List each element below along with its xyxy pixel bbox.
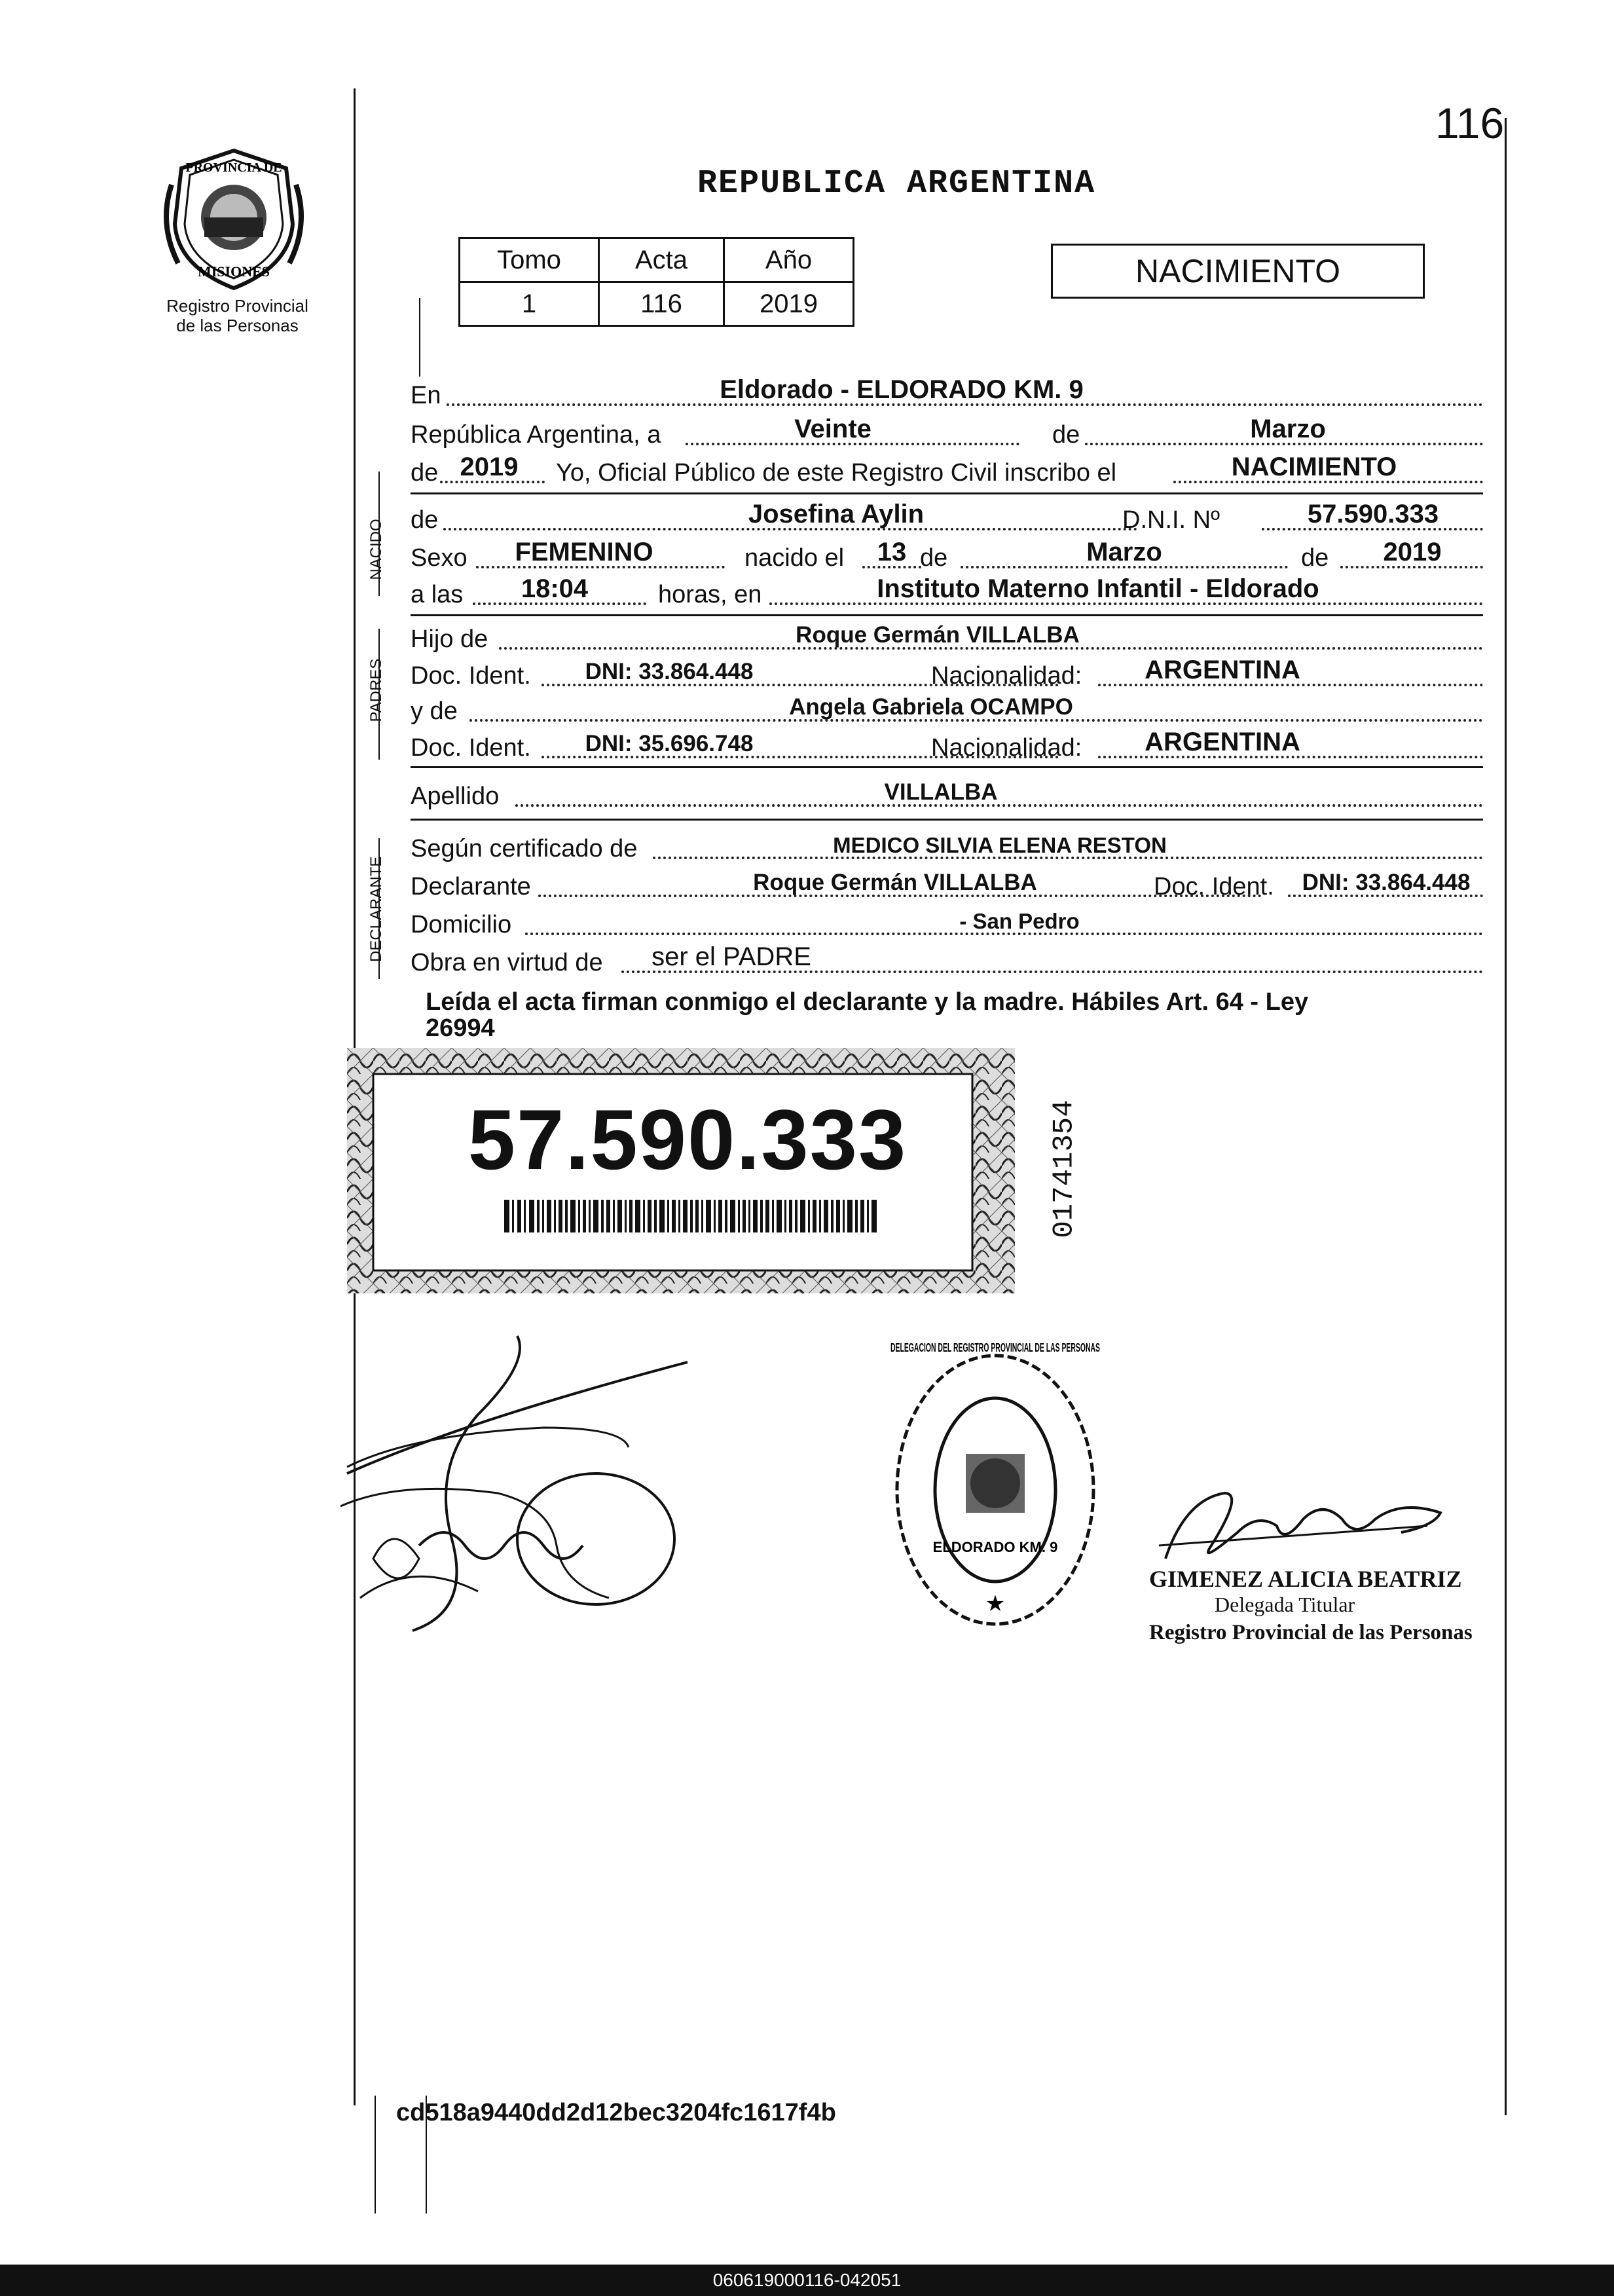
label-republica: República Argentina, a [411, 421, 661, 449]
emblem-text-top: PROVINCIA DE [185, 160, 282, 175]
document-hash: cd518a9440dd2d12bec3204fc1617f4b [396, 2099, 836, 2126]
closing-line-1: Leída el acta firman conmigo el declarante y la madre. Hábiles Art. 64 - Ley [426, 988, 1309, 1016]
label-declarante: Declarante [411, 873, 531, 900]
value-certificado: MEDICO SILVIA ELENA RESTON [833, 833, 1167, 857]
row-sexo [411, 536, 1483, 575]
row-republica [411, 413, 1483, 452]
declarant-signature [334, 1323, 688, 1637]
value-sexo: FEMENINO [515, 538, 653, 566]
record-ref-header-row [460, 238, 854, 282]
closing-text [426, 989, 1473, 1041]
right-margin-line [1505, 118, 1507, 2115]
value-domicilio: - San Pedro [959, 909, 1080, 933]
side-label-padres: PADRES [367, 658, 385, 722]
value-madre: Angela Gabriela OCAMPO [789, 694, 1073, 720]
label-y-de: y de [411, 697, 458, 725]
stamp-center-text: ELDORADO KM. 9 [932, 1539, 1058, 1555]
label-de-mes: de [920, 544, 948, 572]
value-nac-dia: 13 [877, 538, 907, 566]
row-domicilio [411, 902, 1483, 942]
row-nombre [411, 498, 1483, 537]
label-inscribo: Yo, Oficial Público de este Registro Civil inscribo el [556, 459, 1117, 487]
value-hora: 18:04 [521, 574, 589, 603]
value-padre-nac: ARGENTINA [1145, 656, 1300, 684]
value-madre-doc: DNI: 35.696.748 [585, 731, 754, 756]
value-dia: Veinte [794, 415, 871, 443]
value-declarante-doc: DNI: 33.864.448 [1302, 870, 1471, 895]
row-madre [411, 689, 1483, 728]
value-madre-nac: ARGENTINA [1145, 728, 1300, 756]
value-dni: 57.590.333 [1307, 500, 1439, 528]
ref-header-acta: Acta [599, 238, 724, 282]
registry-label [151, 296, 324, 335]
row-certificado [411, 826, 1483, 866]
official-stamp [887, 1342, 1103, 1631]
label-nacido-el: nacido el [744, 544, 845, 572]
dni-serial-number: 01741354 [1048, 1100, 1081, 1238]
dni-sticker [347, 1048, 1015, 1293]
label-doc-declarante: Doc. Ident. [1154, 873, 1274, 900]
document-title: REPUBLICA ARGENTINA [697, 165, 1096, 202]
ref-value-tomo: 1 [460, 282, 599, 326]
row-inscribo [411, 451, 1483, 490]
value-inscribo: NACIMIENTO [1231, 453, 1397, 481]
ref-value-anio: 2019 [724, 282, 854, 326]
label-de: de [1052, 421, 1080, 449]
emblem-text-bottom: MISIONES [197, 263, 270, 280]
header-bracket [419, 298, 420, 377]
value-en: Eldorado - ELDORADO KM. 9 [720, 375, 1084, 404]
label-sexo: Sexo [411, 544, 468, 572]
row-padre [411, 617, 1483, 656]
value-anio: 2019 [460, 453, 519, 481]
label-de-anio-nac: de [1301, 544, 1329, 572]
label-de-nombre: de [411, 506, 439, 534]
footer-code: 060619000116-042051 [0, 2265, 1614, 2296]
official-signature [1152, 1473, 1454, 1572]
registry-label-line2: de las Personas [176, 316, 299, 335]
official-office: Registro Provincial de las Personas [1149, 1621, 1473, 1644]
value-mes: Marzo [1250, 415, 1326, 443]
label-hijo-de: Hijo de [411, 625, 488, 653]
label-doc-madre: Doc. Ident. [411, 734, 531, 762]
separator-2 [411, 614, 1483, 616]
record-ref-table [458, 237, 854, 327]
label-nac-padre: Nacionalidad: [931, 662, 1082, 690]
hash-bracket [375, 2096, 376, 2213]
label-domicilio: Domicilio [411, 911, 512, 938]
label-nac-madre: Nacionalidad: [931, 734, 1082, 762]
label-a-las: a las [411, 581, 464, 608]
value-lugar: Instituto Materno Infantil - Eldorado [877, 574, 1319, 603]
ref-value-acta: 116 [599, 282, 724, 326]
label-apellido: Apellido [411, 783, 500, 810]
label-horas-en: horas, en [658, 581, 762, 608]
value-padre-doc: DNI: 33.864.448 [585, 659, 754, 684]
row-apellido [411, 774, 1483, 813]
label-certificado: Según certificado de [411, 835, 638, 862]
stamp-star-icon: ★ [985, 1591, 1006, 1617]
separator-1 [411, 492, 1483, 494]
official-name: GIMENEZ ALICIA BEATRIZ [1149, 1566, 1462, 1592]
value-declarante: Roque Germán VILLALBA [753, 870, 1037, 895]
value-apellido: VILLALBA [884, 779, 998, 805]
value-nombre: Josefina Aylin [748, 500, 925, 528]
label-obra: Obra en virtud de [411, 949, 603, 976]
value-obra: ser el PADRE [651, 942, 811, 971]
separator-4 [411, 819, 1483, 821]
side-label-declarante: DECLARANTE [367, 856, 385, 962]
value-padre: Roque Germán VILLALBA [796, 622, 1080, 648]
closing-line-2: 26994 [426, 1014, 495, 1042]
ref-header-anio: Año [724, 238, 854, 282]
page-number: 116 [1435, 99, 1505, 147]
value-nac-mes: Marzo [1086, 538, 1162, 566]
ref-header-tomo: Tomo [460, 238, 599, 282]
row-hora [411, 572, 1483, 612]
label-de-anio: de [411, 459, 439, 487]
side-label-nacido: NACIDO [367, 519, 385, 580]
row-declarante [411, 864, 1483, 904]
value-nac-anio: 2019 [1383, 538, 1442, 566]
registry-label-line1: Registro Provincial [166, 296, 308, 316]
label-en: En [411, 382, 441, 409]
label-dni: D.N.I. Nº [1122, 506, 1220, 534]
stamp-ring-text: DELEGACION DEL REGISTRO PROVINCIAL DE LAS PERSONAS [890, 1341, 1100, 1354]
row-madre-doc [411, 726, 1483, 765]
row-padre-doc [411, 654, 1483, 693]
record-type-box: NACIMIENTO [1051, 244, 1425, 299]
record-ref-value-row [460, 282, 854, 326]
label-doc-padre: Doc. Ident. [411, 662, 531, 690]
dni-sticker-number: 57.590.333 [468, 1092, 908, 1187]
separator-3 [411, 766, 1483, 768]
row-en [411, 373, 1483, 413]
province-emblem [152, 145, 316, 293]
row-obra [411, 940, 1483, 980]
official-role: Delegada Titular [1215, 1593, 1355, 1616]
